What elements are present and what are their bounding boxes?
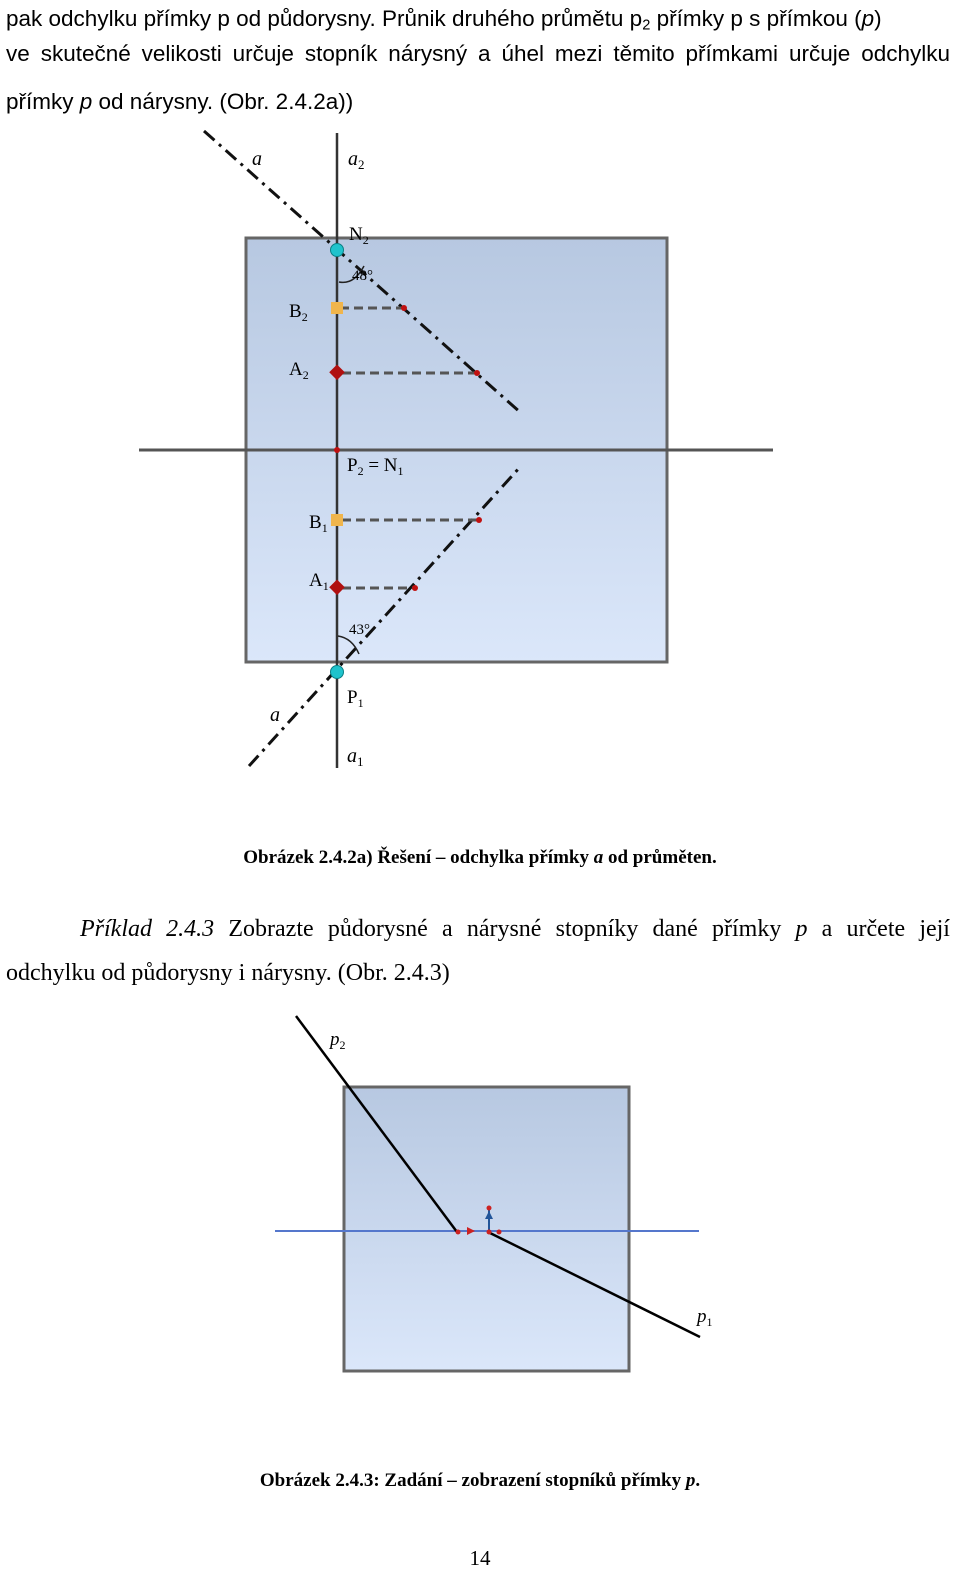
- marker-point-right2: [497, 1230, 502, 1235]
- label-a1: $a_1$: [347, 745, 364, 769]
- label-n2: $N_2$: [349, 224, 369, 247]
- point-a1-true: [412, 585, 418, 591]
- trace-point-p1: [331, 666, 344, 679]
- figure-caption-2-4-2a: Obrázek 2.4.2a) Řešení – odchylka přímky a od průměten.: [243, 847, 717, 868]
- example-2-4-3-line2: odchylku od půdorysny i nárysny. (Obr. 2.4.3): [6, 960, 450, 986]
- point-b1-true: [476, 517, 482, 523]
- label-p2-n1: $P_2 = N_1$: [347, 455, 404, 478]
- label-p1: $p_1$: [697, 1306, 713, 1329]
- paragraph-intro-line3: přímky p od nárysny. (Obr. 2.4.2a)): [6, 89, 354, 114]
- label-b1: $B_1$: [309, 512, 328, 535]
- label-a2: $a_2$: [348, 148, 365, 172]
- label-a-bottom: a: [270, 704, 280, 726]
- marker-point-top: [487, 1206, 492, 1211]
- paragraph-intro-line2: ve skutečné velikosti určuje stopník nárysný a úhel mezi těmito přímkami určuje odchylku: [6, 41, 950, 66]
- point-p2-n1: [334, 447, 340, 453]
- marker-point-right: [487, 1230, 492, 1235]
- label-p2: $p_2$: [330, 1029, 346, 1052]
- page-number: 14: [469, 1546, 491, 1570]
- label-a-top: a: [252, 148, 262, 170]
- marker-point-left: [456, 1230, 461, 1235]
- figure-2-4-3: [0, 1000, 960, 1440]
- point-b2-marker: [331, 302, 343, 314]
- figure-caption-2-4-3: Obrázek 2.4.3: Zadání – zobrazení stopníků přímky p.: [259, 1470, 701, 1491]
- label-p1: $P_1$: [347, 687, 364, 710]
- label-a2-point: $A_2$: [289, 359, 309, 382]
- label-a1-point: $A_1$: [309, 570, 329, 593]
- point-a2-true: [474, 370, 480, 376]
- trace-point-n2: [331, 244, 344, 257]
- projection-panel: [344, 1087, 629, 1371]
- point-b1-marker: [331, 514, 343, 526]
- paragraph-intro-line1: pak odchylku přímky p od půdorysny. Průnik druhého průmětu $p_2$ přímky p s přímkou (p): [6, 6, 882, 34]
- label-angle-top: 48°: [352, 268, 373, 284]
- point-b2-true: [401, 305, 407, 311]
- example-2-4-3-line1: Příklad 2.4.3 Zobrazte půdorysné a nárysné stopníky dané přímky p a určete její: [80, 916, 950, 942]
- label-angle-bottom: 43°: [349, 622, 370, 638]
- label-b2: $B_2$: [289, 301, 308, 324]
